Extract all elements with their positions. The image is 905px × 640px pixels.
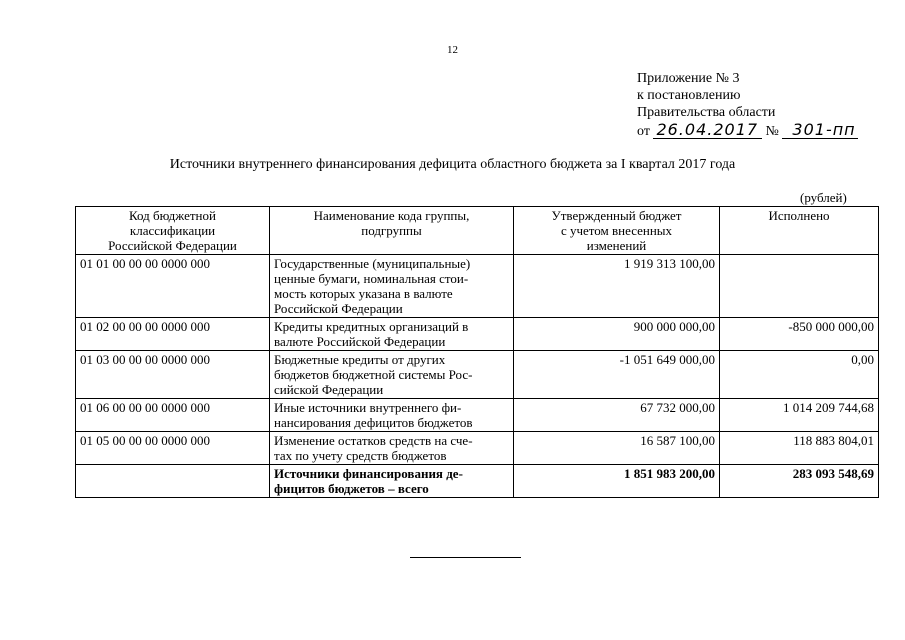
number-prefix: № [765, 124, 779, 139]
table-row [76, 399, 879, 432]
table-row [76, 432, 879, 465]
document-title: Источники внутреннего финансирования дефицита областного бюджета за I квартал 2017 года [169, 157, 736, 172]
row-code: 01 01 00 00 00 0000 000 [76, 255, 270, 318]
table-row [76, 351, 879, 399]
appendix-line-2: к постановлению [637, 88, 741, 103]
appendix-date-line [637, 121, 858, 140]
row-name: Изменение остатков средств на сче- тах по учету средств бюджетов [270, 432, 514, 465]
table-total-row [76, 465, 879, 498]
row-approved: -1 051 649 000,00 [514, 351, 720, 399]
row-executed [720, 255, 879, 318]
page-number: 12 [447, 44, 458, 56]
total-executed: 283 093 548,69 [720, 465, 879, 498]
row-executed: 0,00 [720, 351, 879, 399]
row-code: 01 02 00 00 00 0000 000 [76, 318, 270, 351]
row-approved: 900 000 000,00 [514, 318, 720, 351]
row-executed: 1 014 209 744,68 [720, 399, 879, 432]
row-name: Государственные (муниципальные) ценные бумаги, номинальная стои- мость которых указана в валюте Российской Федерации [270, 255, 514, 318]
header-code: Код бюджетной классификации Российской Федерации [76, 207, 270, 255]
row-approved: 67 732 000,00 [514, 399, 720, 432]
row-code: 01 05 00 00 00 0000 000 [76, 432, 270, 465]
units-label: (рублей) [800, 190, 847, 205]
row-code: 01 06 00 00 00 0000 000 [76, 399, 270, 432]
header-executed: Исполнено [720, 207, 879, 255]
handwritten-number: 301-пп [782, 121, 857, 139]
table-row [76, 255, 879, 318]
date-prefix: от [637, 124, 650, 139]
row-executed: 118 883 804,01 [720, 432, 879, 465]
appendix-block [637, 70, 858, 140]
header-name: Наименование кода группы, подгруппы [270, 207, 514, 255]
handwritten-date: 26.04.2017 [653, 121, 762, 139]
appendix-line-3: Правительства области [637, 105, 776, 120]
separator-line [410, 557, 521, 558]
table-row [76, 318, 879, 351]
row-approved: 16 587 100,00 [514, 432, 720, 465]
row-code: 01 03 00 00 00 0000 000 [76, 351, 270, 399]
row-executed: -850 000 000,00 [720, 318, 879, 351]
header-approved: Утвержденный бюджет с учетом внесенных изменений [514, 207, 720, 255]
appendix-line-1: Приложение № 3 [637, 71, 740, 86]
budget-table [75, 206, 879, 498]
row-name: Бюджетные кредиты от других бюджетов бюджетной системы Рос- сийской Федерации [270, 351, 514, 399]
total-code [76, 465, 270, 498]
row-name: Кредиты кредитных организаций в валюте Российской Федерации [270, 318, 514, 351]
total-approved: 1 851 983 200,00 [514, 465, 720, 498]
row-name: Иные источники внутреннего фи- нансирования дефицитов бюджетов [270, 399, 514, 432]
table-header-row [76, 207, 879, 255]
total-name: Источники финансирования де- фицитов бюджетов – всего [270, 465, 514, 498]
row-approved: 1 919 313 100,00 [514, 255, 720, 318]
